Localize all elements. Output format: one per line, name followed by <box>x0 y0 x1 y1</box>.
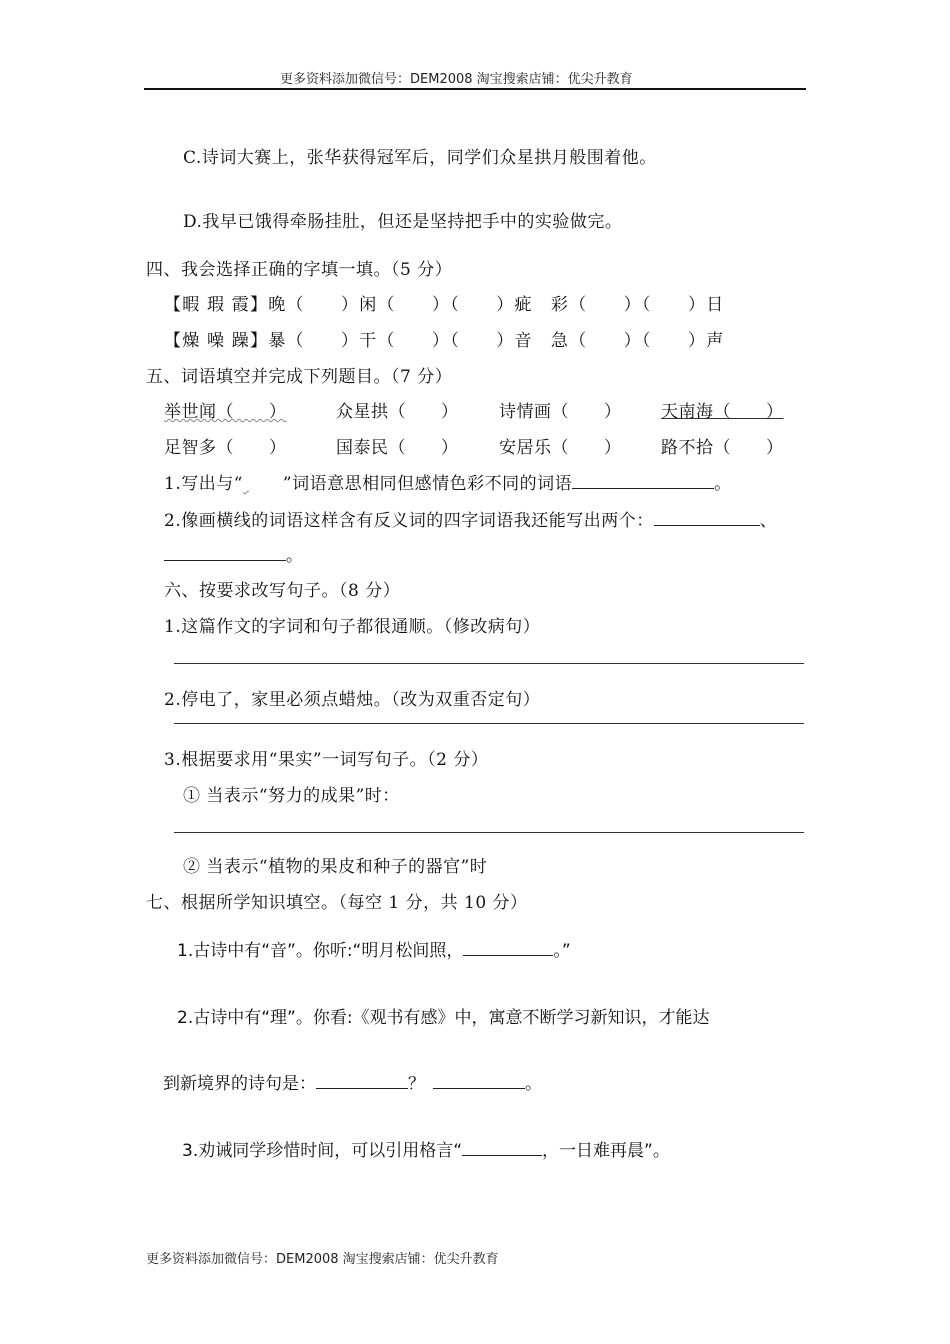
section5-q2: 2.像画横线的词语这样含有反义词的四字词语我还能写出两个： 、 <box>164 511 778 531</box>
word-item: 路不拾（ ） <box>661 438 784 458</box>
word-item: 国泰民（ ） <box>336 438 459 458</box>
answer-blank[interactable] <box>654 509 760 526</box>
answer-line[interactable] <box>174 832 804 833</box>
section6-q2: 2.停电了，家里必须点蜡烛。（改为双重否定句） <box>164 690 541 710</box>
answer-blank[interactable] <box>462 1139 542 1156</box>
section7-title: 七、根据所学知识填空。（每空 1 分，共 10 分） <box>146 893 528 913</box>
answer-line[interactable] <box>174 723 804 724</box>
page-footer: 更多资料添加微信号：DEM2008 淘宝搜索店铺：优尖升教育 <box>146 1252 499 1267</box>
answer-line[interactable] <box>174 663 804 664</box>
answer-blank[interactable] <box>572 472 714 489</box>
word-item: 众星拱（ ） <box>336 402 459 422</box>
section7-q2-line2: 到新境界的诗句是： ？ 。 <box>163 1074 542 1094</box>
answer-blank[interactable] <box>433 1072 525 1089</box>
section5-q1: 1.写出与“ ”词语意思相同但感情色彩不同的词语 。 <box>164 474 732 494</box>
word-item: 诗情画（ ） <box>499 402 622 422</box>
answer-blank[interactable] <box>164 544 286 561</box>
header-divider <box>144 88 806 90</box>
section5-title: 五、词语填空并完成下列题目。（7 分） <box>146 367 453 387</box>
word-item: 举世闻（ ） <box>164 402 287 422</box>
option-d: D.我早已饿得牵肠挂肚，但还是坚持把手中的实验做完。 <box>183 212 623 232</box>
section6-title: 六、按要求改写句子。（8 分） <box>164 581 401 601</box>
page-header: 更多资料添加微信号：DEM2008 淘宝搜索店铺：优尖升教育 <box>280 72 633 87</box>
section4-row2: 【燥 噪 躁】暴（ ）干（ ）（ ）音 急（ ）（ ）声 <box>164 331 725 351</box>
option-c: C.诗词大赛上，张华获得冠军后，同学们众星拱月般围着他。 <box>183 148 657 168</box>
word-item: 足智多（ ） <box>164 438 287 458</box>
section7-q2-line1: 2.古诗中有“理”。你看:《观书有感》中，寓意不断学习新知识，才能达 <box>177 1008 710 1028</box>
section4-row1: 【暇 瑕 霞】晚（ ）闲（ ）（ ）疵 彩（ ）（ ）日 <box>164 295 725 315</box>
section7-q1: 1.古诗中有“音”。你听:“明月松间照， 。” <box>177 941 571 961</box>
section7-q3: 3.劝诫同学珍惜时间，可以引用格言“ ，一日难再晨”。 <box>182 1141 670 1161</box>
section6-q1: 1.这篇作文的字词和句子都很通顺。（修改病句） <box>164 617 541 637</box>
section6-q3a: ① 当表示“努力的成果”时： <box>183 786 400 806</box>
section5-q2-cont: 。 <box>164 541 304 566</box>
section4-title: 四、我会选择正确的字填一填。（5 分） <box>146 260 453 280</box>
word-item: 安居乐（ ） <box>499 438 622 458</box>
section6-q3b: ② 当表示“植物的果皮和种子的器官”时 <box>183 857 488 877</box>
section6-q3: 3.根据要求用“果实”一词写句子。（2 分） <box>164 750 489 770</box>
answer-blank[interactable] <box>316 1072 408 1089</box>
word-item: 天南海（ ） <box>661 402 784 422</box>
answer-blank[interactable] <box>463 939 553 956</box>
